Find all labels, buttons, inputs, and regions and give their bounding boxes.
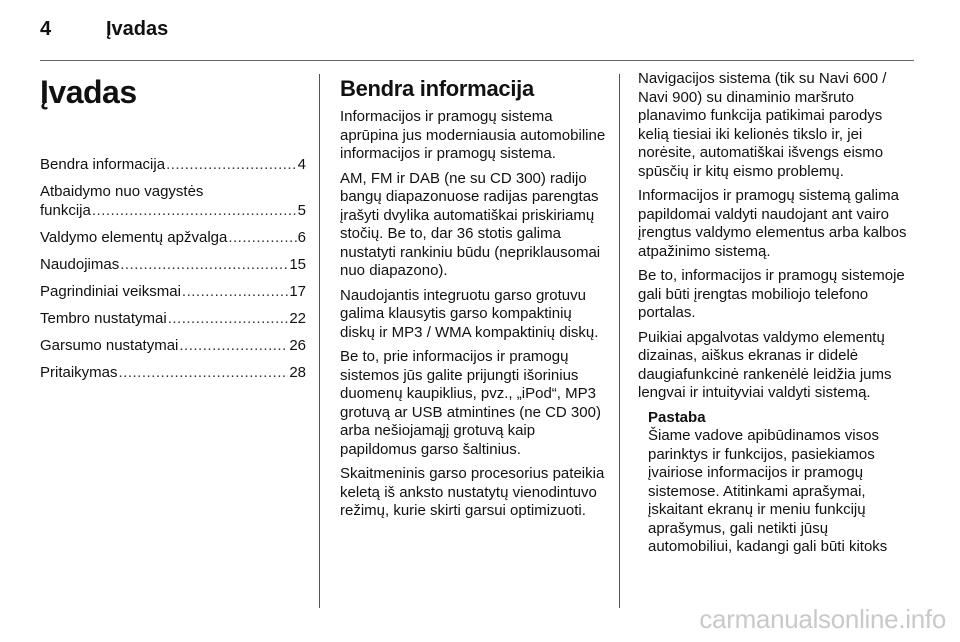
toc-entry[interactable] <box>40 336 306 355</box>
text-column-3 <box>638 70 908 557</box>
toc-entry-title: funkcija <box>40 202 91 219</box>
text-column-2 <box>340 70 608 527</box>
paragraph: AM, FM ir DAB (ne su CD 300) radijo bangų diapazonuose radijas parengtas įrašyti dvylika automatiškai priskiriamų stočių. Be to, dar 36 stotis galima nustatyti rankiniu būdu (nepriklausomai nuo diapazono). <box>340 169 601 279</box>
toc-entry-title: Pritaikymas <box>40 364 118 381</box>
toc-leader-dots <box>179 336 288 355</box>
toc-entry-row <box>40 255 306 274</box>
toc-entry[interactable] <box>40 309 306 328</box>
toc-entry-title: Tembro nustatymai <box>40 310 167 327</box>
toc-entry-row <box>40 228 306 247</box>
chapter-title: Įvadas <box>40 74 137 110</box>
toc-leader-dots <box>168 309 289 328</box>
toc-page-number: 17 <box>289 283 306 300</box>
toc-entry[interactable] <box>40 282 306 301</box>
column-divider <box>619 74 620 608</box>
note-text: Šiame vadove apibūdinamos visos parinktys ir funkcijos, pasiekiamos įvairiose informacijos ir pramogų sistemose. Atitinkami aprašymai, įskaitant ekranų ir meniu funkcijų aprašymus, gali netikti jūsų automobiliui, kadangi gali būti kitoks <box>648 427 888 555</box>
toc-page-number: 6 <box>297 229 306 246</box>
toc-entry-title: Valdymo elementų apžvalga <box>40 229 228 246</box>
toc-leader-dots <box>228 228 296 247</box>
page-header <box>40 18 920 46</box>
toc-leader-dots <box>182 282 288 301</box>
paragraph: Be to, informacijos ir pramogų sistemoje gali būti įrengtas mobiliojo telefono portalas. <box>638 267 905 321</box>
toc-entry[interactable] <box>40 255 306 274</box>
note-title: Pastaba <box>648 408 706 426</box>
header-rule <box>40 60 914 61</box>
toc-entry-title-line: Atbaidymo nuo vagystės <box>40 183 204 200</box>
paragraph: Navigacijos sistema (tik su Navi 600 / Navi 900) su dinaminio maršruto planavimo funkcija patikimai parodys kelią tiesiai iki kelionės tikslo ir, jei norėsite, automatiškai išvengs eismo spūsčių ir kitų eismo problemų. <box>638 70 887 180</box>
paragraph: Informacijos ir pramogų sistema aprūpina jus moderniausia automobiline informacijos ir pramogų sistema. <box>340 108 606 162</box>
toc-leader-dots <box>120 255 288 274</box>
paragraph: Informacijos ir pramogų sistemą galima papildomai valdyti naudojant ant vairo įrengtus valdymo elementus arba kalbos atpažinimo sistemą. <box>638 187 907 260</box>
watermark: carmanualsonline.info <box>699 604 946 634</box>
toc-entry-title: Naudojimas <box>40 256 120 273</box>
toc-page-number: 28 <box>289 364 306 381</box>
toc-leader-dots <box>92 201 297 220</box>
running-header-title: Įvadas <box>106 18 169 40</box>
paragraph: Skaitmeninis garso procesorius pateikia keletą iš anksto nustatytų vienodintuvo režimų, kurie skirti garsui optimizuoti. <box>340 465 605 519</box>
toc-entry-row <box>40 201 306 220</box>
toc-entry-row <box>40 155 306 174</box>
toc-list <box>40 155 306 382</box>
toc-entry-title: Pagrindiniai veiksmai <box>40 283 181 300</box>
toc-leader-dots <box>166 155 297 174</box>
toc-page-number: 5 <box>297 202 306 219</box>
toc-entry[interactable] <box>40 182 306 220</box>
toc-entry-row <box>40 282 306 301</box>
toc-page-number: 15 <box>289 256 306 273</box>
paragraph: Naudojantis integruotu garso grotuvu galima klausytis garso kompaktinių diskų ir MP3 / WMA kompaktinių diskų. <box>340 286 599 341</box>
toc-column <box>40 70 306 390</box>
toc-leader-dots <box>119 363 289 382</box>
toc-entry-title: Bendra informacija <box>40 156 166 173</box>
paragraph: Be to, prie informacijos ir pramogų sistemos jūs galite prijungti išorinius duomenų kaupiklius, pvz., „iPod“, MP3 grotuvą ar USB atmintines (ne CD 300) arba nešiojamąjį grotuvą kaip papildomus garso šaltinius. <box>340 348 601 458</box>
paragraph: Puikiai apgalvotas valdymo elementų dizainas, aiškus ekranas ir didelė daugiafunkcinė rankenėlė leidžia jums lengvai ir intuityviai valdyti sistemą. <box>638 328 892 401</box>
toc-entry-title: Garsumo nustatymai <box>40 337 179 354</box>
note-box <box>648 409 908 557</box>
toc-entry-row <box>40 309 306 328</box>
toc-entry-row <box>40 363 306 382</box>
toc-entry[interactable] <box>40 363 306 382</box>
page-number: 4 <box>40 18 52 40</box>
toc-entry-row <box>40 336 306 355</box>
section-title: Bendra informacija <box>340 76 534 101</box>
toc-page-number: 22 <box>289 310 306 327</box>
toc-page-number: 26 <box>289 337 306 354</box>
toc-entry[interactable] <box>40 228 306 247</box>
column-divider <box>319 74 320 608</box>
toc-page-number: 4 <box>297 156 306 173</box>
toc-entry[interactable] <box>40 155 306 174</box>
